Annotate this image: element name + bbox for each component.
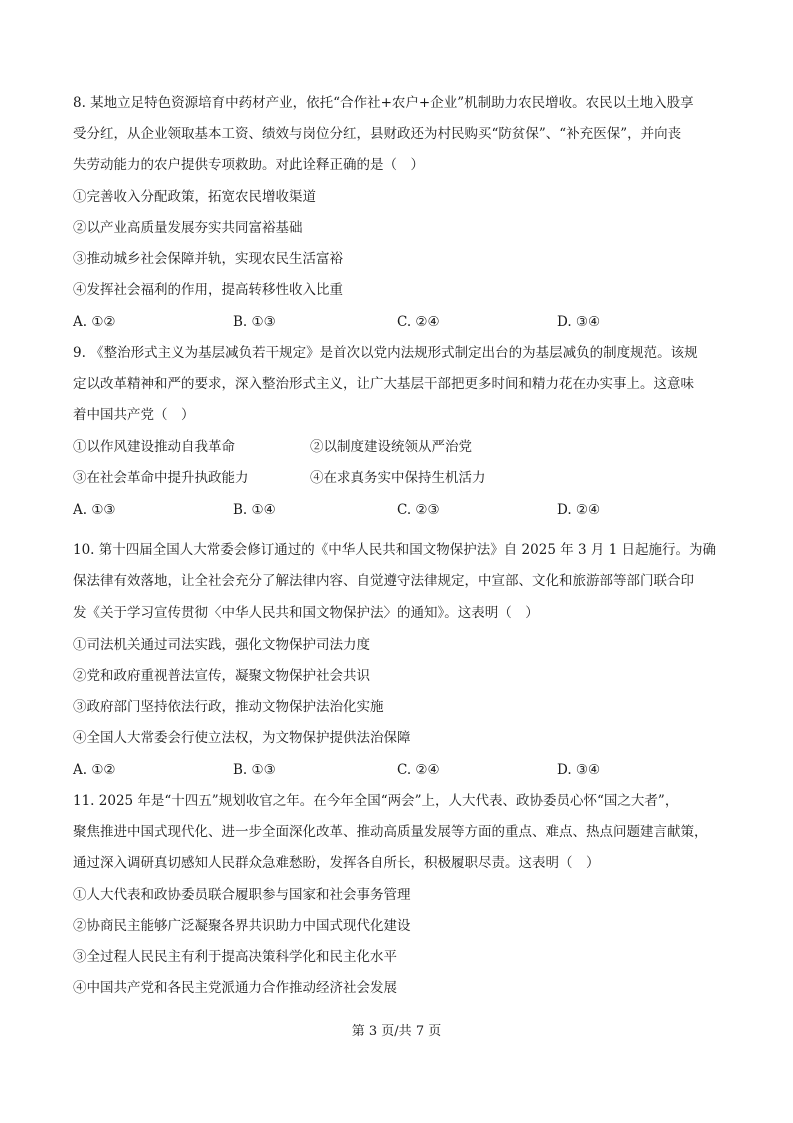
statement: ②党和政府重视普法宣传，凝聚文物保护社会共识	[73, 668, 370, 684]
question-stem-line: 定以改革精神和严的要求，深入整治形式主义，让广大基层干部把更多时间和精力花在办实事上。这意味	[73, 376, 694, 392]
option-a: A. ①③	[73, 502, 116, 518]
question-stem-line: 10. 第十四届全国人大常委会修订通过的《中华人民共和国文物保护法》自 2025 年 3 月 1 日起施行。为确	[73, 542, 717, 558]
statement: ②以制度建设统领从严治党	[310, 439, 472, 455]
statement: ④中国共产党和各民主党派通力合作推动经济社会发展	[73, 980, 397, 996]
question-stem-line: 9. 《整治形式主义为基层减负若干规定》是首次以党内法规形式制定出台的为基层减负的制度规范。该规	[73, 345, 698, 361]
statement: ③政府部门坚持依法行政，推动文物保护法治化实施	[73, 699, 384, 715]
question-stem-line: 通过深入调研真切感知人民群众急难愁盼，发挥各自所长，积极履职尽责。这表明（ ）	[73, 855, 600, 871]
option-b: B. ①④	[233, 502, 276, 518]
statement: ①司法机关通过司法实践，强化文物保护司法力度	[73, 637, 370, 653]
statement: ①人大代表和政协委员联合履职参与国家和社会事务管理	[73, 887, 411, 903]
option-a: A. ①②	[73, 762, 116, 778]
statement: ④发挥社会福利的作用，提高转移性收入比重	[73, 282, 343, 298]
option-a: A. ①②	[73, 314, 116, 330]
question-stem-line: 保法律有效落地，让全社会充分了解法律内容、自觉遵守法律规定，中宣部、文化和旅游部等部门联合印	[73, 573, 694, 589]
question-stem-line: 受分红，从企业领取基本工资、绩效与岗位分红，县财政还为村民购买“防贫保”、“补充医保”，并向丧	[73, 126, 682, 142]
page-number-footer: 第 3 页/共 7 页	[351, 1024, 442, 1039]
statement: ③全过程人民民主有利于提高决策科学化和民主化水平	[73, 949, 397, 965]
question-stem-line: 8. 某地立足特色资源培育中药材产业，依托“合作社+农户+企业”机制助力农民增收。农民以土地入股享	[73, 95, 694, 111]
option-c: C. ②④	[397, 762, 440, 778]
option-b: B. ①③	[233, 314, 276, 330]
option-d: D. ②④	[557, 502, 601, 518]
option-b: B. ①③	[233, 762, 276, 778]
statement: ④在求真务实中保持生机活力	[310, 470, 486, 486]
question-stem-line: 着中国共产党（ ）	[73, 407, 195, 423]
question-stem-line: 发《关于学习宣传贯彻〈中华人民共和国文物保护法〉的通知》。这表明（ ）	[73, 605, 539, 621]
option-d: D. ③④	[557, 314, 601, 330]
option-c: C. ②③	[397, 502, 440, 518]
statement: ③推动城乡社会保障并轨，实现农民生活富裕	[73, 251, 343, 267]
question-stem-line: 聚焦推进中国式现代化、进一步全面深化改革、推动高质量发展等方面的重点、难点、热点问题建言献策，	[73, 824, 708, 840]
question-stem-line: 失劳动能力的农户提供专项救助。对此诠释正确的是（ ）	[73, 157, 424, 173]
statement: ②协商民主能够广泛凝聚各界共识助力中国式现代化建设	[73, 918, 411, 934]
statement: ②以产业高质量发展夯实共同富裕基础	[73, 220, 303, 236]
statement: ④全国人大常委会行使立法权，为文物保护提供法治保障	[73, 730, 411, 746]
question-stem-line: 11. 2025 年是“十四五”规划收官之年。在今年全国“两会”上，人大代表、政协委员心怀“国之大者”，	[73, 793, 679, 809]
statement: ③在社会革命中提升执政能力	[73, 470, 249, 486]
option-c: C. ②④	[397, 314, 440, 330]
statement: ①以作风建设推动自我革命	[73, 439, 235, 455]
statement: ①完善收入分配政策，拓宽农民增收渠道	[73, 189, 316, 205]
option-d: D. ③④	[557, 762, 601, 778]
